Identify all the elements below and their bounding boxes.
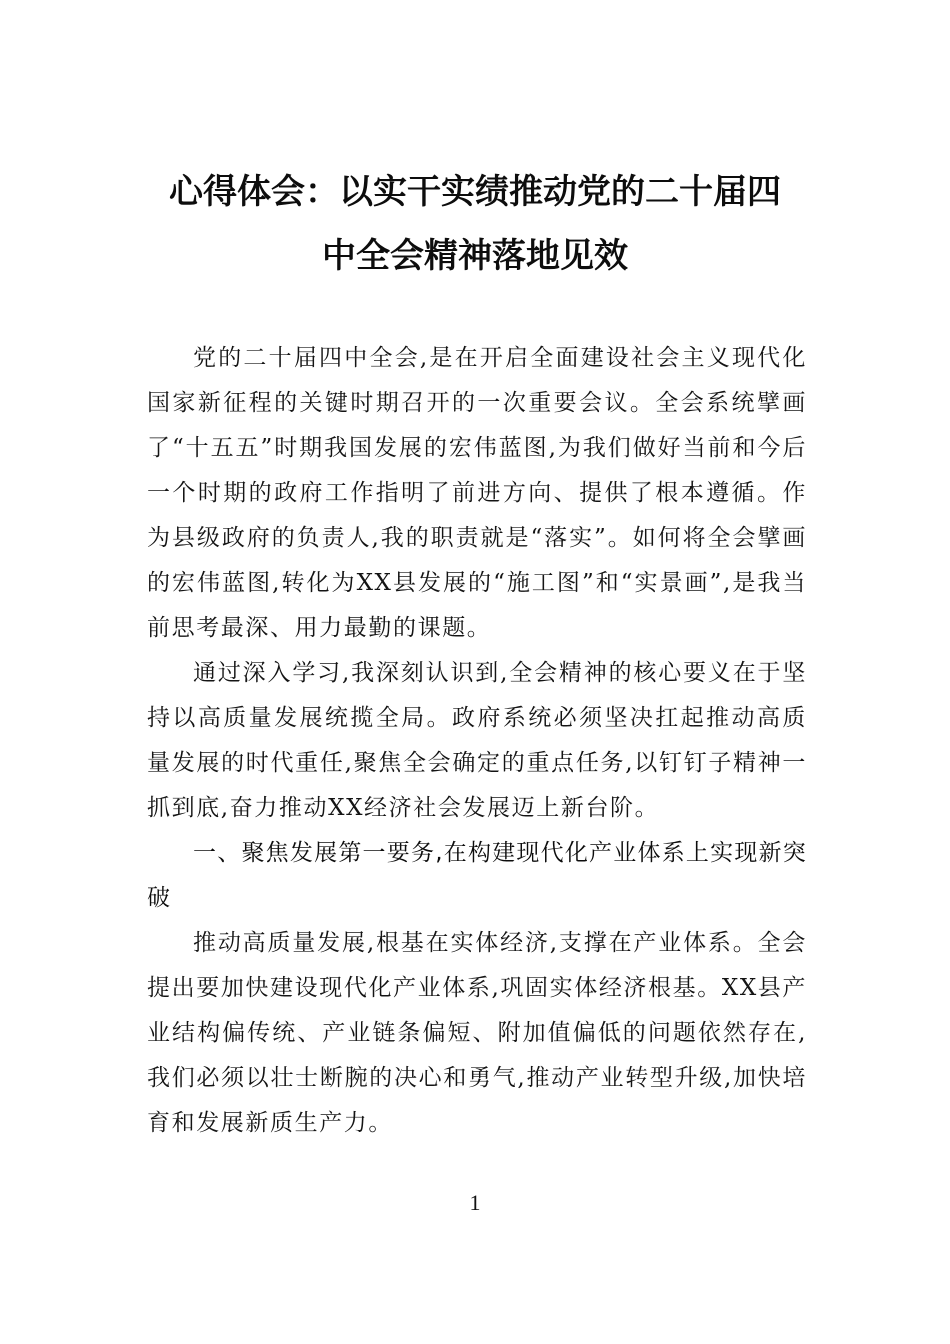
learning-paragraph: 通过深入学习,我深刻认识到,全会精神的核心要义在于坚持以高质量发展统揽全局。政府系统必须坚决扛起推动高质量发展的时代重任,聚焦全会确定的重点任务,以钉钉子精神一抓到底,奋力推动XX经济社会发展迈上新台阶。 [147,660,807,821]
page-number: 1 [469,1190,481,1215]
intro-paragraph: 党的二十届四中全会,是在开启全面建设社会主义现代化国家新征程的关键时期召开的一次重要会议。全会系统擘画了“十五五”时期我国发展的宏伟蓝图,为我们做好当前和今后一个时期的政府工作指明了前进方向、提供了根本遵循。作为县级政府的负责人,我的职责就是“落实”。如何将全会擘画的宏伟蓝图,转化为XX县发展的“施工图”和“实景画”,是我当前思考最深、用力最勤的课题。 [147,345,807,641]
section-paragraph: 推动高质量发展,根基在实体经济,支撑在产业体系。全会提出要加快建设现代化产业体系,巩固实体经济根基。XX县产业结构偏传统、产业链条偏短、附加值偏低的问题依然存在,我们必须以壮士断腕的决心和勇气,推动产业转型升级,加快培育和发展新质生产力。 [147,930,807,1136]
document-body [147,336,807,1146]
title-line-1: 心得体会：以实干实绩推动党的二十届四 [169,172,781,212]
title-line-2: 中全会精神落地见效 [322,236,628,276]
document-title [140,160,810,288]
section-heading: 一、聚焦发展第一要务,在构建现代化产业体系上实现新突破 [147,840,807,911]
